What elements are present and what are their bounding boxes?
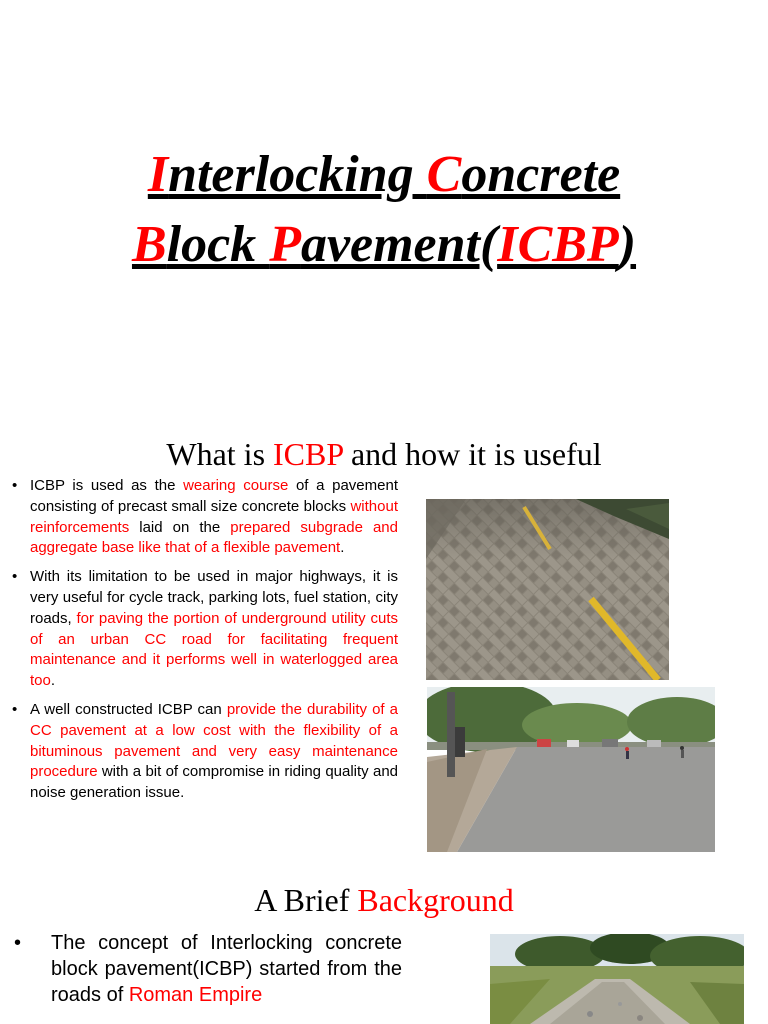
text-segment: lock bbox=[166, 216, 270, 273]
text-segment: . bbox=[340, 539, 345, 557]
text-segment: A well constructed ICBP can bbox=[30, 700, 227, 718]
title-line-1 bbox=[0, 140, 768, 210]
text-segment: Roman Empire bbox=[128, 984, 263, 1006]
text-segment: A Brief bbox=[254, 882, 358, 918]
text-segment: without reinforcements bbox=[30, 497, 398, 536]
text-segment: The concept of Interlocking concrete block pavement(ICBP) started from the roads of bbox=[51, 932, 402, 1006]
bullet-item bbox=[6, 700, 398, 804]
bullet-list-what-is-icbp bbox=[6, 476, 398, 812]
text-segment: of a pavement consisting of precast small size concrete blocks bbox=[30, 477, 398, 515]
bullet-marker: • bbox=[14, 932, 22, 954]
text-segment: ICBP bbox=[497, 216, 619, 273]
text-segment: avement( bbox=[300, 216, 498, 273]
paver-road-photo bbox=[426, 499, 669, 680]
bullet-marker: • bbox=[12, 477, 18, 494]
text-segment: nterlocking bbox=[168, 146, 427, 203]
bullet-item bbox=[8, 930, 402, 1008]
text-segment: Background bbox=[357, 882, 514, 918]
section-heading-what-is-icbp bbox=[0, 436, 768, 473]
text-segment: With its limitation to be used in major highways, it is very useful for cycle track, parking lots, fuel station, city roads, bbox=[30, 568, 398, 627]
bullet-item bbox=[6, 476, 398, 559]
bullet-text bbox=[30, 568, 398, 689]
text-segment: provide the durability of a CC pavement at a low cost with the flexibility of a bituminous pavement and very easy maintenance procedure bbox=[30, 700, 398, 781]
text-segment: ICBP is used as the bbox=[30, 477, 184, 494]
text-segment: ICBP bbox=[273, 436, 343, 472]
bullet-list-background bbox=[8, 930, 402, 1008]
text-segment: B bbox=[131, 216, 167, 273]
text-segment: What is bbox=[166, 436, 274, 472]
text-segment: laid on the bbox=[129, 518, 231, 536]
text-segment: oncrete bbox=[461, 146, 621, 203]
slide-title bbox=[0, 140, 768, 280]
text-segment: I bbox=[147, 146, 169, 203]
text-segment: C bbox=[426, 146, 462, 203]
text-segment: ) bbox=[618, 216, 637, 273]
bullet-text bbox=[30, 701, 398, 801]
text-segment: prepared subgrade and aggregate base like that of a flexible pavement bbox=[30, 518, 398, 557]
bullet-text bbox=[51, 932, 402, 1006]
bullet-marker: • bbox=[12, 700, 18, 718]
section-heading-brief-background bbox=[0, 882, 768, 919]
text-segment: and how it is useful bbox=[342, 436, 602, 472]
title-line-2 bbox=[0, 210, 768, 280]
text-segment: wearing course bbox=[183, 477, 289, 494]
roman-road-photo bbox=[490, 934, 744, 1024]
bullet-item bbox=[6, 567, 398, 692]
city-street-photo bbox=[427, 687, 715, 852]
text-segment: P bbox=[269, 216, 301, 273]
bullet-marker: • bbox=[12, 568, 18, 586]
text-segment: with a bit of compromise in riding quality and noise generation issue. bbox=[30, 763, 398, 802]
bullet-text bbox=[30, 477, 398, 556]
text-segment: for paving the portion of underground utility cuts of an urban CC road for facilitating frequent maintenance and it performs well in waterlogged area too bbox=[30, 609, 398, 690]
text-segment: . bbox=[50, 672, 56, 690]
